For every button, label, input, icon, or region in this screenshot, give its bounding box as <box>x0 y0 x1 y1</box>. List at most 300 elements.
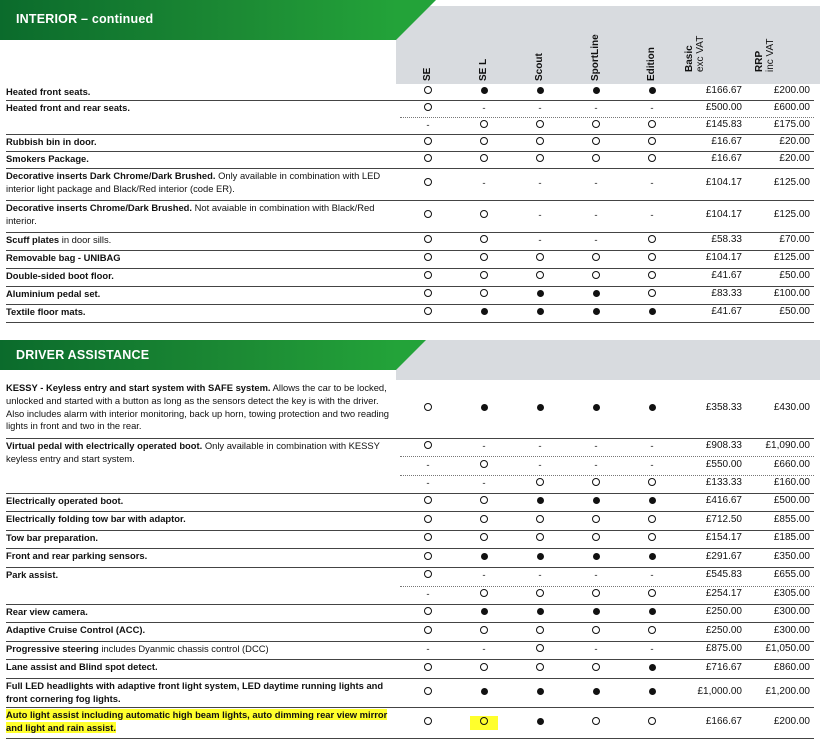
option-cell <box>582 252 610 266</box>
row-title: Tow bar preparation. <box>6 532 99 543</box>
rrp-price: £300.00 <box>773 606 810 617</box>
option-cell <box>470 306 498 320</box>
optional-circle-icon <box>424 86 432 94</box>
basic-price: £545.83 <box>705 569 742 581</box>
optional-circle-icon <box>480 120 488 128</box>
option-cell <box>638 119 666 133</box>
option-cell <box>526 153 554 167</box>
optional-circle-icon <box>592 271 600 279</box>
option-cell <box>582 625 610 639</box>
optional-circle-icon <box>480 210 488 218</box>
column-header-basic-sub: exc VAT <box>695 35 706 72</box>
option-cell <box>582 459 610 473</box>
optional-circle-icon <box>536 515 544 523</box>
row-title: Electrically operated boot. <box>6 495 124 506</box>
option-cell <box>638 270 666 284</box>
optional-circle-icon <box>480 626 488 634</box>
optional-circle-icon <box>592 253 600 261</box>
option-cell <box>526 569 554 583</box>
row-description <box>6 624 394 637</box>
basic-price: £133.33 <box>705 476 742 488</box>
option-cell <box>526 588 554 602</box>
option-cell <box>638 606 666 620</box>
option-cell <box>526 234 554 248</box>
not-available-dash: - <box>650 459 654 471</box>
standard-dot-icon <box>593 290 600 297</box>
row-detail: Only available in combination with LED interior light package and Black/Red interior (code ER). <box>6 170 381 194</box>
standard-dot-icon <box>649 664 656 671</box>
option-cell <box>582 532 610 546</box>
option-cell <box>526 662 554 676</box>
row-description <box>6 170 394 196</box>
table-row <box>0 200 820 232</box>
option-cell <box>582 270 610 284</box>
row-title: Decorative inserts Dark Chrome/Dark Brushed. <box>6 170 216 181</box>
option-cell <box>414 606 442 620</box>
option-cell <box>470 662 498 676</box>
optional-circle-icon <box>648 717 656 725</box>
option-cell <box>470 209 498 223</box>
standard-dot-icon <box>649 497 656 504</box>
optional-circle-icon <box>592 626 600 634</box>
not-available-dash: - <box>482 102 486 114</box>
option-cell <box>414 153 442 167</box>
option-cell <box>470 153 498 167</box>
row-title: Aluminium pedal set. <box>6 288 101 299</box>
option-cell <box>582 306 610 320</box>
option-cell <box>470 643 498 657</box>
row-description <box>6 86 394 99</box>
rrp-price: £1,200.00 <box>765 685 810 697</box>
option-cell <box>470 119 498 133</box>
row-sub-divider <box>400 586 814 587</box>
option-cell <box>470 402 498 416</box>
optional-circle-icon <box>648 271 656 279</box>
table-row <box>0 268 820 286</box>
standard-dot-icon <box>481 87 488 94</box>
basic-price: £154.17 <box>705 532 742 543</box>
option-cell <box>526 716 554 730</box>
standard-dot-icon <box>537 404 544 411</box>
table-row <box>0 530 820 548</box>
option-cell <box>526 177 554 191</box>
option-cell <box>526 643 554 657</box>
option-cell <box>526 551 554 565</box>
not-available-dash: - <box>650 570 654 582</box>
option-cell <box>414 440 442 454</box>
basic-price: £416.67 <box>705 495 742 506</box>
not-available-dash: - <box>538 441 542 453</box>
not-available-dash: - <box>538 210 542 221</box>
standard-dot-icon <box>649 608 656 615</box>
not-available-dash: - <box>538 459 542 471</box>
not-available-dash: - <box>650 441 654 453</box>
optional-circle-icon <box>424 403 432 411</box>
option-cell <box>526 495 554 509</box>
driver-header-green-wedge <box>396 340 426 370</box>
optional-circle-icon <box>424 717 432 725</box>
rrp-price: £20.00 <box>779 152 810 164</box>
option-cell <box>414 686 442 700</box>
optional-circle-icon <box>592 137 600 145</box>
not-available-dash: - <box>594 102 598 114</box>
optional-circle-icon <box>424 235 432 243</box>
option-cell <box>582 153 610 167</box>
standard-dot-icon <box>593 87 600 94</box>
rrp-price: £1,090.00 <box>765 440 810 452</box>
rrp-price: £50.00 <box>779 270 810 281</box>
not-available-dash: - <box>538 570 542 582</box>
table-row <box>0 678 820 707</box>
basic-price: £250.00 <box>705 624 742 636</box>
option-cell <box>470 514 498 528</box>
optional-circle-icon <box>424 103 432 111</box>
option-cell <box>414 495 442 509</box>
option-cell <box>526 85 554 99</box>
option-cell <box>414 514 442 528</box>
not-available-dash: - <box>594 644 598 655</box>
rrp-price: £100.00 <box>773 288 810 299</box>
optional-circle-icon <box>480 271 488 279</box>
not-available-dash: - <box>650 210 654 221</box>
not-available-dash: - <box>594 570 598 582</box>
rrp-price: £175.00 <box>773 118 810 130</box>
row-title: Front and rear parking sensors. <box>6 550 148 561</box>
option-cell <box>414 569 442 583</box>
optional-circle-icon <box>592 533 600 541</box>
optional-circle-icon <box>424 663 432 671</box>
optional-circle-icon <box>648 120 656 128</box>
option-cell <box>638 252 666 266</box>
basic-price: £550.00 <box>705 458 742 470</box>
optional-circle-icon <box>536 626 544 634</box>
option-cell <box>582 495 610 509</box>
option-cell <box>582 85 610 99</box>
option-cell <box>582 514 610 528</box>
option-cell <box>526 477 554 491</box>
not-available-dash: - <box>482 178 486 189</box>
driver-section-header <box>0 340 820 380</box>
optional-circle-icon <box>536 478 544 486</box>
not-available-dash: - <box>426 644 430 655</box>
rrp-price: £125.00 <box>773 209 810 220</box>
optional-circle-icon <box>480 533 488 541</box>
option-cell <box>638 440 666 454</box>
standard-dot-icon <box>593 688 600 695</box>
optional-circle-icon <box>648 533 656 541</box>
optional-circle-icon <box>424 178 432 186</box>
standard-dot-icon <box>649 688 656 695</box>
option-cell <box>582 551 610 565</box>
not-available-dash: - <box>482 570 486 582</box>
optional-circle-icon <box>424 137 432 145</box>
not-available-dash: - <box>426 477 430 489</box>
row-description <box>6 513 394 526</box>
row-title: Textile floor mats. <box>6 306 86 317</box>
rrp-price: £660.00 <box>773 458 810 470</box>
rrp-price: £200.00 <box>773 715 810 727</box>
not-available-dash: - <box>594 441 598 453</box>
option-cell <box>470 459 498 473</box>
option-cell <box>526 270 554 284</box>
option-cell <box>526 252 554 266</box>
basic-price: £358.33 <box>705 402 742 413</box>
table-row <box>0 250 820 268</box>
optional-circle-icon <box>424 253 432 261</box>
row-sub-divider <box>400 475 814 476</box>
row-description <box>6 202 394 228</box>
option-cell <box>414 102 442 116</box>
option-cell <box>414 252 442 266</box>
optional-circle-icon <box>536 589 544 597</box>
rrp-price: £185.00 <box>773 532 810 543</box>
option-cell <box>470 234 498 248</box>
optional-circle-icon <box>480 717 488 725</box>
optional-circle-icon <box>592 515 600 523</box>
column-header-basic-label: Basic <box>684 45 695 72</box>
basic-price: £716.67 <box>705 661 742 673</box>
row-description <box>6 382 394 433</box>
option-cell <box>638 459 666 473</box>
standard-dot-icon <box>593 497 600 504</box>
basic-price: £41.67 <box>711 270 742 281</box>
table-row <box>0 511 820 530</box>
row-description <box>6 643 394 656</box>
rrp-price: £20.00 <box>779 135 810 147</box>
rrp-price: £1,050.00 <box>765 643 810 654</box>
option-cell <box>414 402 442 416</box>
standard-dot-icon <box>537 718 544 725</box>
option-cell <box>638 153 666 167</box>
option-cell <box>582 119 610 133</box>
optional-circle-icon <box>424 210 432 218</box>
not-available-dash: - <box>426 588 430 600</box>
option-cell <box>582 643 610 657</box>
option-cell <box>414 85 442 99</box>
table-row <box>0 622 820 641</box>
option-cell <box>582 288 610 302</box>
row-description <box>6 252 394 265</box>
table-row <box>0 84 820 100</box>
row-detail: Only available in combination with KESSY keyless entry and start system. <box>6 440 380 464</box>
optional-circle-icon <box>480 515 488 523</box>
option-cell <box>526 288 554 302</box>
option-cell <box>638 569 666 583</box>
table-row <box>0 707 820 738</box>
column-header-rrp <box>754 38 776 72</box>
column-header-rrp-label: RRP <box>754 50 765 72</box>
column-header-edition: Edition <box>646 47 657 81</box>
option-cell <box>582 686 610 700</box>
option-cell <box>582 569 610 583</box>
standard-dot-icon <box>593 608 600 615</box>
table-row <box>0 380 820 438</box>
optional-circle-icon <box>480 253 488 261</box>
basic-price: £104.17 <box>705 209 742 220</box>
row-description <box>6 550 394 563</box>
option-cell <box>470 477 498 491</box>
standard-dot-icon <box>649 87 656 94</box>
not-available-dash: - <box>650 644 654 655</box>
option-cell <box>470 270 498 284</box>
option-cell <box>414 119 442 133</box>
row-title: Rubbish bin in door. <box>6 136 97 147</box>
option-cell <box>582 136 610 150</box>
rrp-price: £305.00 <box>773 587 810 599</box>
optional-circle-icon <box>424 289 432 297</box>
optional-circle-icon <box>424 626 432 634</box>
option-cell <box>526 459 554 473</box>
option-cell <box>638 306 666 320</box>
optional-circle-icon <box>480 589 488 597</box>
basic-price: £254.17 <box>705 587 742 599</box>
option-cell <box>582 234 610 248</box>
row-title: Adaptive Cruise Control (ACC). <box>6 624 146 635</box>
option-cell <box>582 177 610 191</box>
row-description <box>6 495 394 508</box>
option-cell <box>638 209 666 223</box>
basic-price: £166.67 <box>705 715 742 727</box>
basic-price: £166.67 <box>705 85 742 96</box>
not-available-dash: - <box>426 119 430 131</box>
option-cell <box>526 136 554 150</box>
optional-circle-icon <box>536 644 544 652</box>
option-cell <box>582 477 610 491</box>
table-row <box>0 134 820 151</box>
row-description <box>6 270 394 283</box>
option-cell <box>638 716 666 730</box>
option-cell <box>526 686 554 700</box>
optional-circle-icon <box>424 533 432 541</box>
option-cell <box>582 662 610 676</box>
optional-circle-icon <box>424 496 432 504</box>
column-header-scout: Scout <box>534 53 545 81</box>
row-title: Heated front and rear seats. <box>6 102 130 113</box>
row-title: Progressive steering <box>6 643 99 654</box>
option-cell <box>582 402 610 416</box>
option-cell <box>582 606 610 620</box>
option-cell <box>582 716 610 730</box>
row-description <box>6 532 394 545</box>
row-title: Removable bag - UNIBAG <box>6 252 121 263</box>
row-description <box>6 136 394 149</box>
column-header-se-l: SE L <box>478 58 489 81</box>
option-cell <box>526 209 554 223</box>
optional-circle-icon <box>536 120 544 128</box>
row-description <box>6 709 394 735</box>
row-description <box>6 440 394 466</box>
option-cell <box>414 306 442 320</box>
rrp-price: £500.00 <box>773 495 810 506</box>
option-cell <box>526 119 554 133</box>
column-header-se: SE <box>422 67 433 81</box>
option-cell <box>470 686 498 700</box>
row-title: Rear view camera. <box>6 606 88 617</box>
rrp-price: £430.00 <box>773 402 810 413</box>
interior-title: INTERIOR – continued <box>16 12 154 26</box>
optional-circle-icon <box>648 253 656 261</box>
row-detail: Allows the car to be locked, unlocked and started with a button as long as the sensors detect the key is with the driver. Also includes alarm with interior monitoring, back up horn, towing protection and two reading lights in front and two in the rear. <box>6 382 390 432</box>
option-cell <box>414 177 442 191</box>
option-cell <box>582 440 610 454</box>
optional-circle-icon <box>648 589 656 597</box>
optional-circle-icon <box>480 235 488 243</box>
optional-circle-icon <box>480 154 488 162</box>
option-cell <box>470 136 498 150</box>
basic-price: £104.17 <box>705 177 742 188</box>
table-row <box>0 100 820 134</box>
row-title: Virtual pedal with electrically operated boot. <box>6 440 203 451</box>
not-available-dash: - <box>650 178 654 189</box>
rrp-price: £350.00 <box>773 550 810 562</box>
optional-circle-icon <box>536 154 544 162</box>
basic-price: £145.83 <box>705 118 742 130</box>
not-available-dash: - <box>594 210 598 221</box>
option-cell <box>638 177 666 191</box>
option-cell <box>414 643 442 657</box>
row-title: Smokers Package. <box>6 153 89 164</box>
rrp-price: £200.00 <box>773 85 810 96</box>
optional-circle-icon <box>536 663 544 671</box>
row-title: Scuff plates <box>6 234 60 245</box>
row-description <box>6 680 394 706</box>
optional-circle-icon <box>424 441 432 449</box>
option-cell <box>470 569 498 583</box>
option-cell <box>470 288 498 302</box>
optional-circle-icon <box>536 137 544 145</box>
standard-dot-icon <box>649 553 656 560</box>
basic-price: £875.00 <box>705 643 742 654</box>
option-cell <box>470 85 498 99</box>
option-cell <box>638 662 666 676</box>
option-cell <box>638 136 666 150</box>
table-row <box>0 286 820 304</box>
standard-dot-icon <box>649 404 656 411</box>
option-cell <box>470 177 498 191</box>
row-title: Electrically folding tow bar with adaptor. <box>6 513 186 524</box>
optional-circle-icon <box>424 307 432 315</box>
option-cell <box>470 440 498 454</box>
driver-title: DRIVER ASSISTANCE <box>16 348 150 362</box>
option-cell <box>526 625 554 639</box>
optional-circle-icon <box>424 570 432 578</box>
not-available-dash: - <box>594 235 598 246</box>
table-row <box>0 232 820 250</box>
option-cell <box>638 495 666 509</box>
basic-price: £1,000.00 <box>697 685 742 697</box>
option-cell <box>414 136 442 150</box>
optional-circle-icon <box>536 253 544 261</box>
option-cell <box>414 551 442 565</box>
option-cell <box>638 85 666 99</box>
table-row <box>0 659 820 678</box>
optional-circle-icon <box>424 154 432 162</box>
optional-circle-icon <box>648 289 656 297</box>
basic-price: £58.33 <box>711 234 742 245</box>
option-cell <box>414 459 442 473</box>
option-cell <box>414 532 442 546</box>
standard-dot-icon <box>537 608 544 615</box>
rrp-price: £600.00 <box>773 101 810 113</box>
row-description <box>6 306 394 319</box>
table-row <box>0 151 820 168</box>
rrp-price: £160.00 <box>773 476 810 488</box>
rrp-price: £300.00 <box>773 624 810 636</box>
table-row <box>0 438 820 493</box>
rrp-price: £125.00 <box>773 252 810 263</box>
row-divider <box>6 322 814 323</box>
basic-price: £41.67 <box>711 306 742 317</box>
